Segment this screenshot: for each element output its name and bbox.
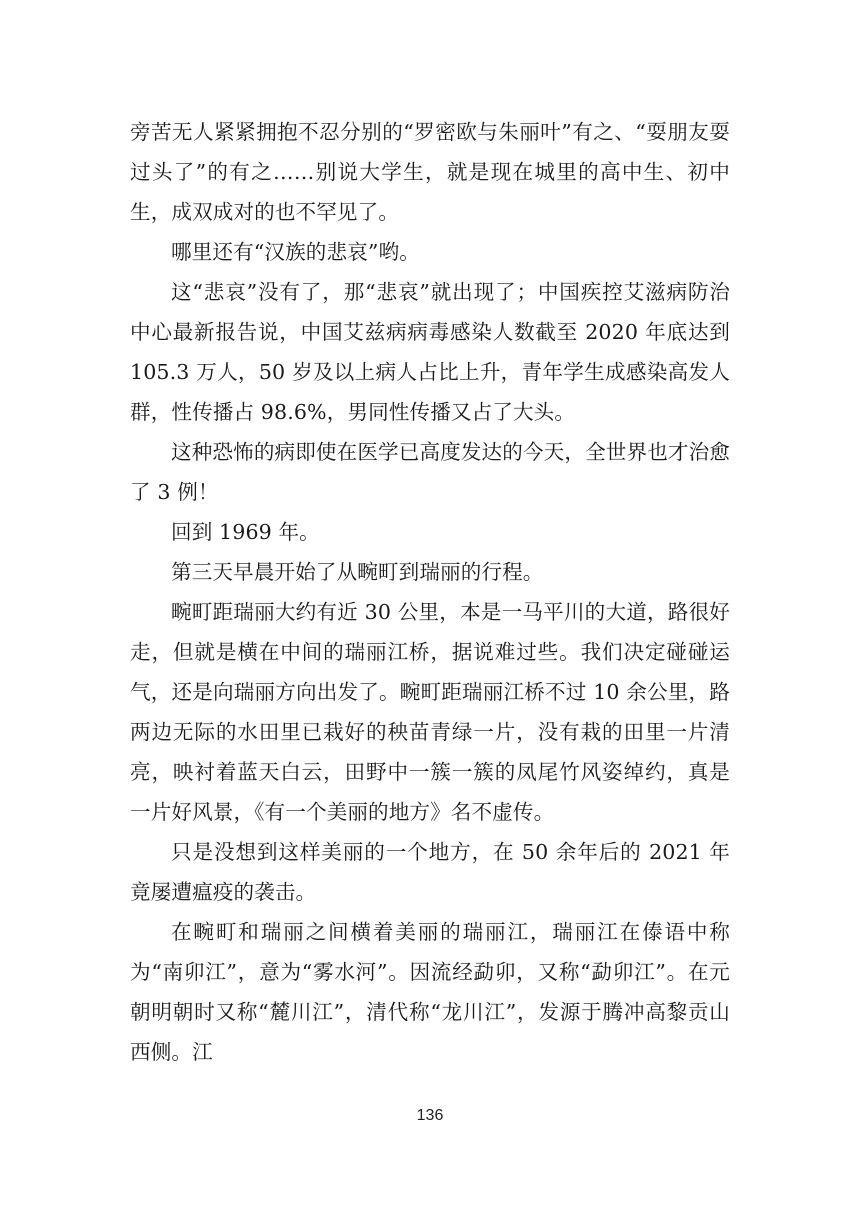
paragraph: 只是没想到这样美丽的一个地方，在 50 余年后的 2021 年竟屡遭瘟疫的袭击。 [130,840,730,904]
paragraph: 回到 1969 年。 [171,520,320,544]
paragraph: 这“悲哀”没有了，那“悲哀”就出现了；中国疾控艾滋病防治中心最新报告说，中国艾兹病病毒感染人数截至 2020 年底达到 105.3 万人，50 岁及以上病人占比上升，青年学生成感染高发人群，性传播占 98.6%，男同性传播又占了大头。 [130,280,730,424]
body-text [130,112,730,1072]
paragraph: 第三天早晨开始了从畹町到瑞丽的行程。 [171,560,544,584]
paragraph: 哪里还有“汉族的悲哀”哟。 [171,240,420,264]
page-number: 136 [416,1107,444,1124]
paragraph: 在畹町和瑞丽之间横着美丽的瑞丽江，瑞丽江在傣语中称为“南卯江”，意为“雾水河”。因流经勐卯，又称“勐卯江”。在元朝明朝时又称“麓川江”，清代称“龙川江”，发源于腾冲高黎贡山西侧。江 [130,920,730,1064]
paragraph: 这种恐怖的病即使在医学已高度发达的今天，全世界也才治愈了 3 例！ [130,440,730,504]
paragraph: 畹町距瑞丽大约有近 30 公里，本是一马平川的大道，路很好走，但就是横在中间的瑞丽江桥，据说难过些。我们决定碰碰运气，还是向瑞丽方向出发了。畹町距瑞丽江桥不过 10 余公里，路两边无际的水田里已栽好的秧苗青绿一片，没有栽的田里一片清亮，映衬着蓝天白云，田野中一簇一簇的凤尾竹风姿绰约，真是一片好风景，《有一个美丽的地方》名不虚传。 [130,600,730,824]
paragraph: 旁苦无人紧紧拥抱不忍分别的“罗密欧与朱丽叶”有之、“耍朋友耍过头了”的有之……别说大学生，就是现在城里的高中生、初中生，成双成对的也不罕见了。 [130,120,730,224]
